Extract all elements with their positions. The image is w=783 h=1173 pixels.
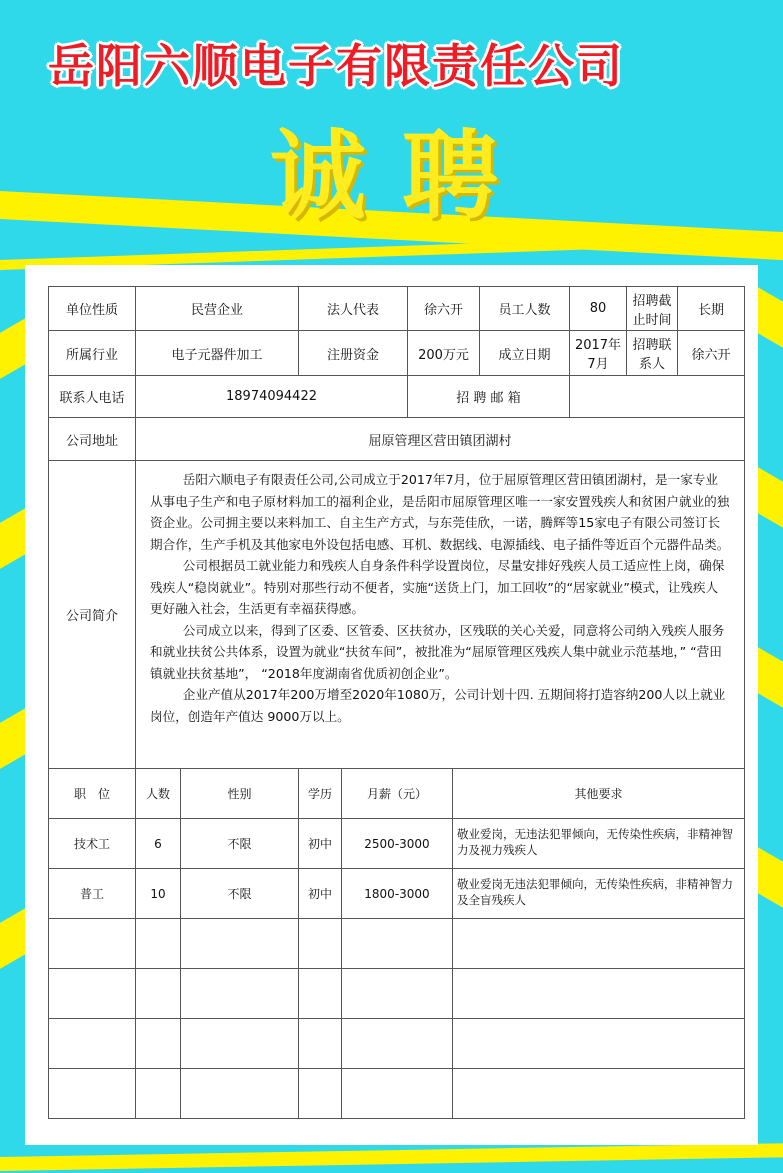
job-gender: 不限 xyxy=(181,819,299,869)
job-position: 技术工 xyxy=(49,819,136,869)
founded-value: 2017年7月 xyxy=(570,331,627,376)
staff-value: 80 xyxy=(570,287,627,331)
job-count: 6 xyxy=(136,819,181,869)
intro-text xyxy=(136,461,745,769)
deadline-value: 长期 xyxy=(678,287,745,331)
intro-label: 公司简介 xyxy=(49,461,136,769)
info-row-4 xyxy=(49,418,745,461)
jobs-header-salary: 月薪（元） xyxy=(342,769,453,819)
job-education: 初中 xyxy=(299,869,342,919)
industry-label: 所属行业 xyxy=(49,331,136,376)
phone-value: 18974094422 xyxy=(136,376,408,418)
info-row-2 xyxy=(49,331,745,376)
jobs-header-education: 学历 xyxy=(299,769,342,819)
job-gender: 不限 xyxy=(181,869,299,919)
info-row-intro xyxy=(49,461,745,769)
job-salary: 1800-3000 xyxy=(342,869,453,919)
table-row xyxy=(49,869,745,919)
email-label: 招 聘 邮 箱 xyxy=(408,376,570,418)
job-requirements: 敬业爱岗无违法犯罪倾向，无传染性疾病，非精神智力及全盲残疾人 xyxy=(453,869,745,919)
job-education: 初中 xyxy=(299,819,342,869)
empty-row xyxy=(49,1019,745,1069)
founded-label: 成立日期 xyxy=(480,331,570,376)
info-row-1 xyxy=(49,287,745,331)
stripe-bottom xyxy=(0,1142,783,1171)
company-title: 岳阳六顺电子有限责任公司 xyxy=(48,39,624,93)
legal-label: 法人代表 xyxy=(299,287,408,331)
job-count: 10 xyxy=(136,869,181,919)
recruit-title: 诚聘 xyxy=(270,120,534,232)
empty-row xyxy=(49,1069,745,1119)
jobs-header-gender: 性别 xyxy=(181,769,299,819)
email-value xyxy=(570,376,745,418)
intro-paragraph: 企业产值从2017年200万增至2020年1080万，公司计划十四. 五期间将打造容纳200人以上就业岗位，创造年产值达 9000万以上。 xyxy=(150,687,726,724)
jobs-header-count: 人数 xyxy=(136,769,181,819)
jobs-header-row xyxy=(49,769,745,819)
nature-label: 单位性质 xyxy=(49,287,136,331)
intro-paragraph: 公司根据员工就业能力和残疾人自身条件科学设置岗位，尽量安排好残疾人员工适应性上岗，确保残疾人“稳岗就业”。特别对那些行动不便者，实施“送货上门，加工回收”的“居家就业”模式，让残疾人更好融入社会，生活更有幸福获得感。 xyxy=(150,558,725,616)
intro-paragraph: 岳阳六顺电子有限责任公司,公司成立于2017年7月，位于屈原管理区营田镇团湖村，是一家专业从事电子生产和电子原材料加工的福利企业，是岳阳市屈原管理区唯一一家安置残疾人和贫困户就业的独资企业。公司拥主要以来料加工、自主生产方式，与东莞佳欣，一诺，腾辉等15家电子有限公司签订长期合作，生产手机及其他家电外设包括电感、耳机、数据线、电源插线、电子插件等近百个元器件品类。 xyxy=(150,472,730,552)
phone-label: 联系人电话 xyxy=(49,376,136,418)
recruit-contact-value: 徐六开 xyxy=(678,331,745,376)
job-requirements: 敬业爱岗，无违法犯罪倾向，无传染性疾病，非精神智力及视力残疾人 xyxy=(453,819,745,869)
deadline-label: 招聘截止时间 xyxy=(627,287,678,331)
job-position: 普工 xyxy=(49,869,136,919)
recruit-contact-label: 招聘联系人 xyxy=(627,331,678,376)
industry-value: 电子元器件加工 xyxy=(136,331,299,376)
intro-paragraph: 公司成立以来，得到了区委、区管委、区扶贫办，区残联的关心关爱，同意将公司纳入残疾人服务和就业扶贫公共体系，设置为就业“扶贫车间”，被批准为“屈原管理区残疾人集中就业示范基地，” “营田镇就业扶贫基地”， “2018年度湖南省优质初创企业”。 xyxy=(150,622,725,681)
jobs-header-requirements: 其他要求 xyxy=(453,769,745,819)
empty-row xyxy=(49,969,745,1019)
capital-value: 200万元 xyxy=(408,331,480,376)
legal-value: 徐六开 xyxy=(408,287,480,331)
empty-row xyxy=(49,919,745,969)
jobs-header-position: 职 位 xyxy=(49,769,136,819)
address-value: 屈原管理区营田镇团湖村 xyxy=(136,418,745,461)
table-row xyxy=(49,819,745,869)
nature-value: 民营企业 xyxy=(136,287,299,331)
capital-label: 注册资金 xyxy=(299,331,408,376)
job-salary: 2500-3000 xyxy=(342,819,453,869)
address-label: 公司地址 xyxy=(49,418,136,461)
info-table xyxy=(48,286,745,1119)
info-row-3 xyxy=(49,376,745,418)
staff-label: 员工人数 xyxy=(480,287,570,331)
